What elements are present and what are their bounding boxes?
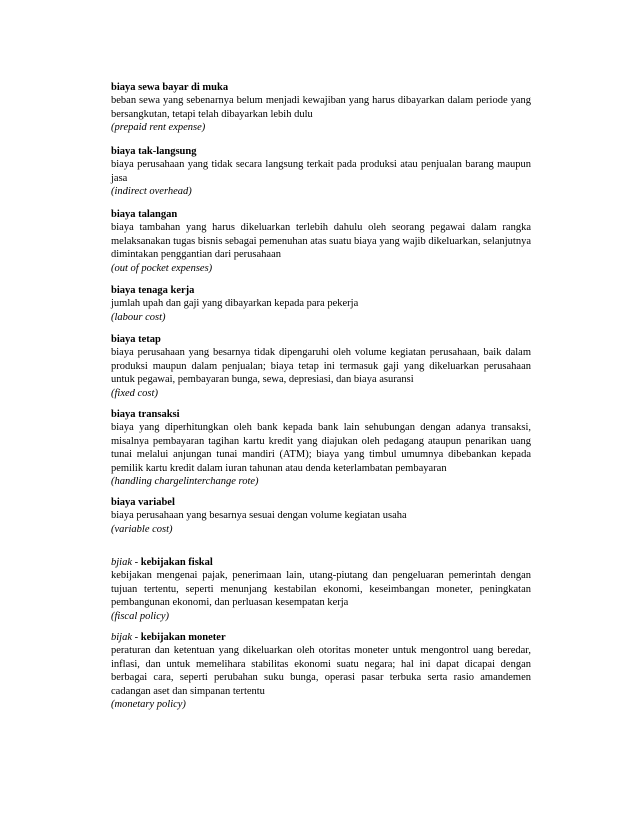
entry-biaya-transaksi: [111, 408, 531, 488]
entry-definition: beban sewa yang sebenarnya belum menjadi kewajiban yang harus dibayarkan dalam periode yang bersangkutan, tetapi telah dibayarkan lebih dulu: [111, 95, 531, 120]
entry-english-term: (indirect overhead): [111, 186, 192, 198]
entry-definition: peraturan dan ketentuan yang dikeluarkan oleh otoritas moneter untuk mengontrol uang beredar, inflasi, dan untuk memelihara stabilitas ekonomi suatu negara; hal ini dapat dicapai dengan berbagai cara, seperti perubahan suku bunga, operasi pasar terbuka serta rasio amandemen cadangan aset dan simpanan tertentu: [111, 645, 531, 697]
entry-definition: jumlah upah dan gaji yang dibayarkan kepada para pekerja: [111, 298, 359, 310]
entry-biaya-talangan: [111, 208, 531, 275]
entry-definition: biaya perusahaan yang besarnya sesuai dengan volume kegiatan usaha: [111, 510, 407, 522]
entry-english-term: (prepaid rent expense): [111, 122, 206, 134]
entry-term: biaya tak-langsung: [111, 146, 197, 157]
entry-term: biaya tenaga kerja: [111, 285, 195, 296]
entry-definition: kebijakan mengenai pajak, penerimaan lain, utang-piutang dan pengeluaran pemerintah dengan tujuan tertentu, seperti menunjang kestabilan ekonomi, keseimbangan moneter, peningkatan pembangunan ekonomi, dan perluasan kesempatan kerja: [111, 570, 531, 609]
entry-biaya-sewa-bayar-di-muka: [111, 81, 531, 135]
entry-term: kebijakan fiskal: [140, 557, 213, 568]
entry-english-term: (out of pocket expenses): [111, 262, 213, 274]
entry-separator: -: [132, 632, 141, 643]
entry-prefix: bjiak: [111, 557, 132, 568]
entry-biaya-variabel: [111, 496, 531, 536]
entry-english-term: (variable cost): [111, 523, 173, 535]
entry-english-term: (labour cost): [111, 311, 166, 323]
entry-term: biaya variabel: [111, 497, 175, 508]
entry-english-term: (monetary policy): [111, 699, 186, 711]
entry-term: biaya tetap: [111, 334, 161, 345]
entry-biaya-tetap: [111, 333, 531, 400]
entry-separator: -: [132, 557, 141, 568]
entry-term-line: [111, 556, 531, 569]
entry-term: biaya sewa bayar di muka: [111, 82, 229, 93]
entry-definition: biaya perusahaan yang tidak secara langsung terkait pada produksi atau penjualan barang maupun jasa: [111, 159, 531, 184]
entry-definition: biaya yang diperhitungkan oleh bank kepada bank lain sehubungan dengan adanya transaksi, misalnya pembayaran tagihan kartu kredit yang diajukan oleh pedagang ataupun penarikan uang tunai melalui anjungan tunai mandiri (ATM); biaya yang timbul umumnya dibebankan kepada pemilik kartu kredit dalam iuran tahunan atau denda keterlambatan pembayaran: [111, 422, 531, 474]
entry-definition: biaya perusahaan yang besarnya tidak dipengaruhi oleh volume kegiatan perusahaan, baik dalam produksi maupun dalam penjualan; biaya tetap ini termasuk gaji yang dikeluarkan perusahaan untuk pegawai, pembayaran bunga, sewa, depresiasi, dan biaya asuransi: [111, 347, 531, 386]
entry-kebijakan-moneter: [111, 631, 531, 711]
entry-term: biaya transaksi: [111, 409, 180, 420]
entry-term-line: [111, 631, 531, 644]
entry-english-term: (fiscal policy): [111, 610, 170, 622]
entry-prefix: bijak: [111, 632, 132, 643]
entry-english-term: (fixed cost): [111, 387, 158, 399]
entry-english-term: (handling chargelinterchange rote): [111, 476, 259, 488]
entry-term: biaya talangan: [111, 209, 178, 220]
entry-biaya-tenaga-kerja: [111, 284, 531, 324]
entry-term: kebijakan moneter: [140, 632, 226, 643]
entry-definition: biaya tambahan yang harus dikeluarkan terlebih dahulu oleh seorang pegawai dalam rangka melaksanakan tugas bisnis sebagai pemenuhan atas suatu biaya yang wajib dikeluarkan, selanjutnya dimintakan penggantian dari perusahaan: [111, 222, 531, 261]
entry-biaya-tak-langsung: [111, 145, 531, 199]
entry-kebijakan-fiskal: [111, 556, 531, 623]
